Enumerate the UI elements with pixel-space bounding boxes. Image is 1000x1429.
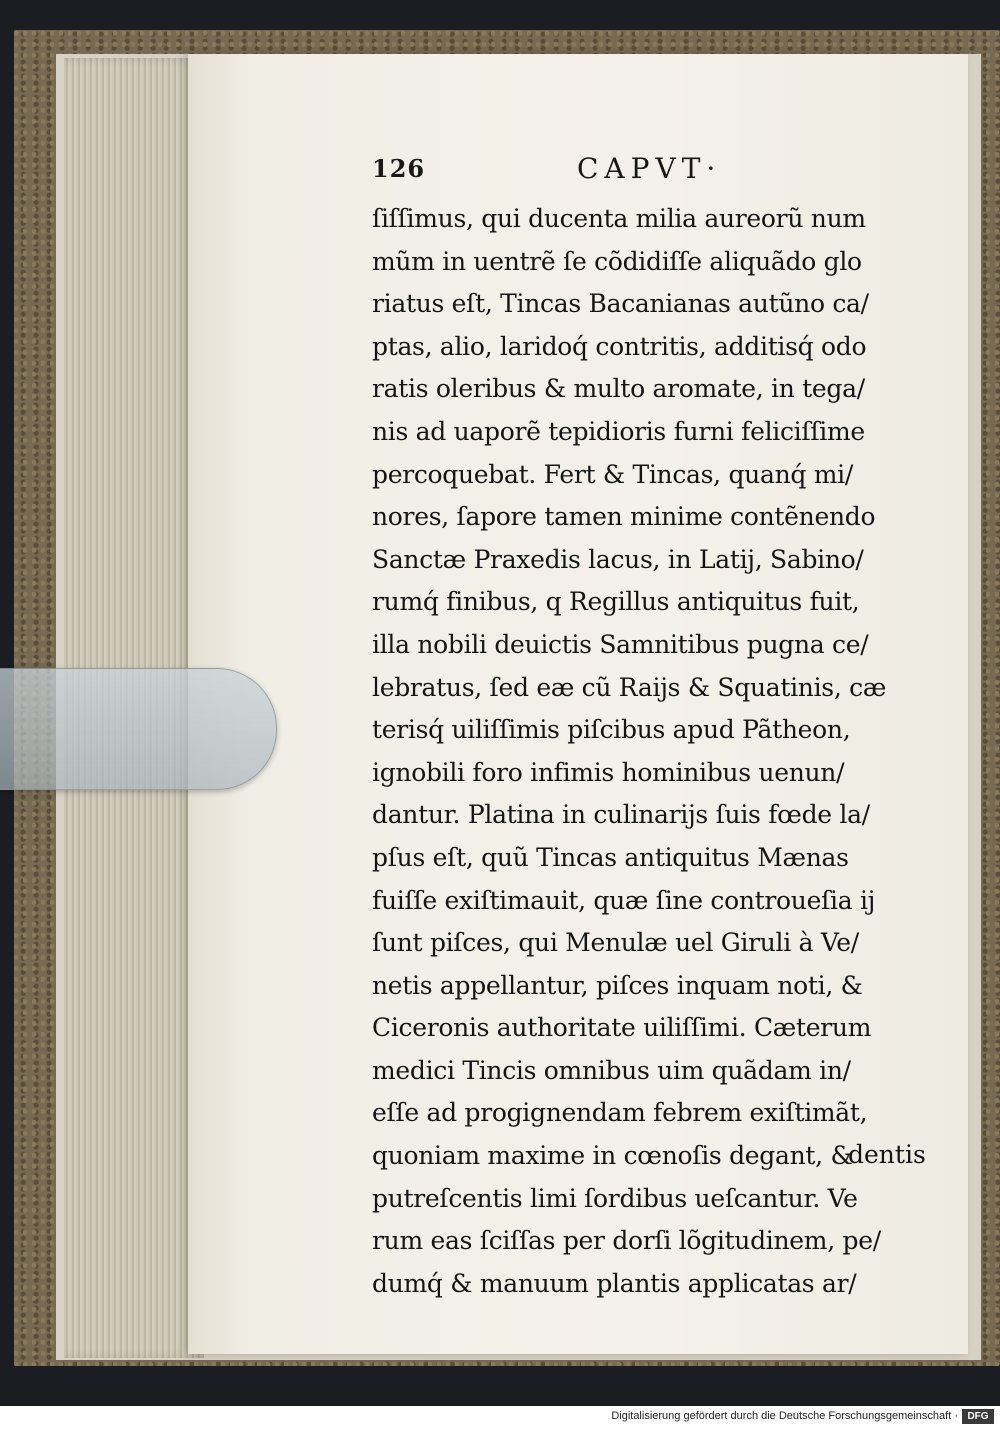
text-line: mũm in uentrẽ ſe cõdidiſſe aliquãdo glo — [372, 246, 862, 276]
text-line: ſiſſimus, qui ducenta milia aureorũ num — [372, 204, 866, 233]
text-line: riatus eſt, Tincas Bacanianas autũno ca/ — [372, 289, 869, 319]
text-line: pſus eſt, quũ Tincas antiquitus Mænas — [372, 842, 849, 872]
text-line: rumq́ finibus, q Regillus antiquitus fuit, — [372, 587, 860, 617]
text-line: terisq́ uiliſſimis piſcibus apud Pãtheon, — [372, 715, 851, 745]
text-line: ratis oleribus & multo aromate, in tega/ — [372, 374, 865, 404]
text-line: fuiſſe exiſtimauit, quæ ſine controueſia ij — [372, 885, 876, 915]
text-line: Sanctæ Praxedis lacus, in Latij, Sabino/ — [372, 544, 864, 574]
footer-credit: Digitalisierung gefördert durch die Deutsche Forschungsgemeinschaft · — [611, 1410, 958, 1422]
text-line: illa nobili deuictis Samnitibus pugna ce/ — [372, 629, 869, 659]
dfg-logo: DFG — [962, 1409, 994, 1424]
text-line: dumq́ & manuum plantis applicatas ar/ — [372, 1268, 857, 1298]
text-line: ſunt piſces, qui Menulæ uel Giruli à Ve/ — [372, 928, 859, 958]
digitization-footer — [0, 1406, 1000, 1429]
bookmark-strip — [0, 668, 277, 790]
text-line: nores, ſapore tamen minime contẽnendo — [372, 502, 876, 532]
text-line: eſſe ad progignendam febrem exiſtimãt, — [372, 1098, 868, 1128]
text-line: percoquebat. Fert & Tincas, quanq́ mi/ — [372, 459, 853, 489]
text-line: quoniam maxime in cœnoſis degant, & — [372, 1141, 853, 1171]
text-line: nis ad uaporẽ tepidioris furni feliciſſime — [372, 416, 865, 446]
text-line: medici Tincis omnibus uim quãdam in/ — [372, 1055, 851, 1085]
text-line: ignobili foro infimis hominibus uenun/ — [372, 757, 845, 787]
text-line: Ciceronis authoritate uiliſſimi. Cæterum — [372, 1013, 872, 1043]
page-header — [372, 152, 972, 192]
catchword: dentis — [848, 1140, 926, 1169]
page-number: 126 — [372, 154, 426, 183]
text-line: dantur. Platina in culinarijs ſuis fœde la/ — [372, 800, 870, 830]
running-head: CAPVT· — [577, 152, 722, 185]
text-line: ptas, alio, laridoq́ contritis, additisq́ odo — [372, 331, 867, 361]
text-line: putreſcentis limi ſordibus ueſcantur. Ve — [372, 1183, 858, 1213]
text-line: lebratus, ſed eæ cũ Raijs & Squatinis, cæ — [372, 672, 887, 702]
text-line: rum eas ſciſſas per dorſi lõgitudinem, pe/ — [372, 1226, 881, 1256]
text-line: netis appellantur, piſces inquam noti, & — [372, 970, 863, 1000]
